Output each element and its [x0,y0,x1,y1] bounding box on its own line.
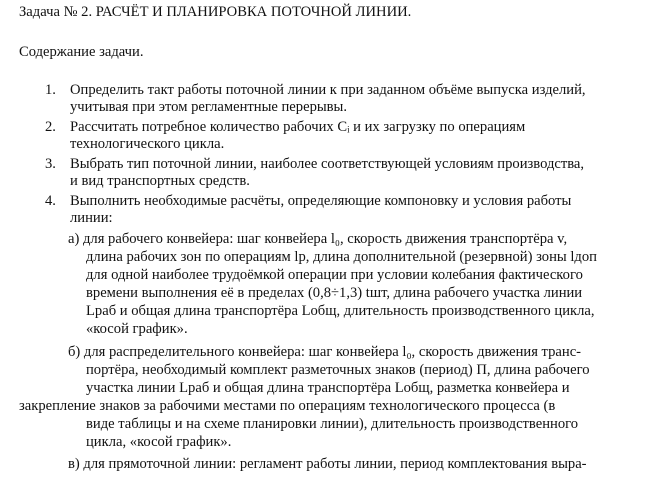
list-item-text: Определить такт работы поточной линии к при заданном объёме выпуска изделий, [70,82,586,98]
subitem-text: «косой график». [86,321,188,337]
subitem-text: а) для рабочего конвейера: шаг конвейера l₀, скорость движения транспортёра v, [68,231,568,247]
subitem-text: длина рабочих зон по операциям lр, длина дополнительной (резервной) зоны lдоп [86,249,597,265]
list-number: 1. [45,82,56,98]
subitem-text: для одной наиболее трудоёмкой операции при условии колебания фактического [86,267,583,283]
subitem-text: в) для прямоточной линии: регламент работы линии, период комплектования выра- [68,456,587,472]
subitem-text: б) для распределительного конвейера: шаг конвейера l₀, скорость движения транс- [68,344,582,360]
list-item-text: учитывая при этом регламентные перерывы. [70,99,348,115]
subitem-text: цикла, «косой график». [86,434,232,450]
section-heading: Содержание задачи. [19,44,144,60]
list-item-text: Выполнить необходимые расчёты, определяющие компоновку и условия работы [70,193,572,209]
subitem-text: участка линии Lраб и общая длина транспортёра Lобщ, разметка конвейера и [86,380,570,396]
subitem-text: времени выполнения её в пределах (0,8÷1,3) tшт, длина рабочего участка линии [86,285,583,301]
list-number: 3. [45,156,56,172]
list-number: 2. [45,119,56,135]
subitem-text: Lраб и общая длина транспортёра Lобщ, длительность производственного цикла, [86,303,595,319]
subitem-text: портёра, необходимый комплект разметочных знаков (период) П, длина рабочего [86,362,590,378]
list-item-text: линии: [70,210,113,226]
list-number: 4. [45,193,56,209]
list-item-text: Выбрать тип поточной линии, наиболее соответствующей условиям производства, [70,156,585,172]
subitem-text: виде таблицы и на схеме планировки линии), длительность производственного [86,416,579,432]
subitem-text: закрепление знаков за рабочими местами по операциям технологического процесса (в [19,398,556,414]
list-item-text: технологического цикла. [70,136,225,152]
list-item-text: и вид транспортных средств. [70,173,250,189]
document-title: Задача № 2. РАСЧЁТ И ПЛАНИРОВКА ПОТОЧНОЙ ЛИНИИ. [19,4,412,20]
list-item-text: Рассчитать потребное количество рабочих Cᵢ и их загрузку по операциям [70,119,526,135]
